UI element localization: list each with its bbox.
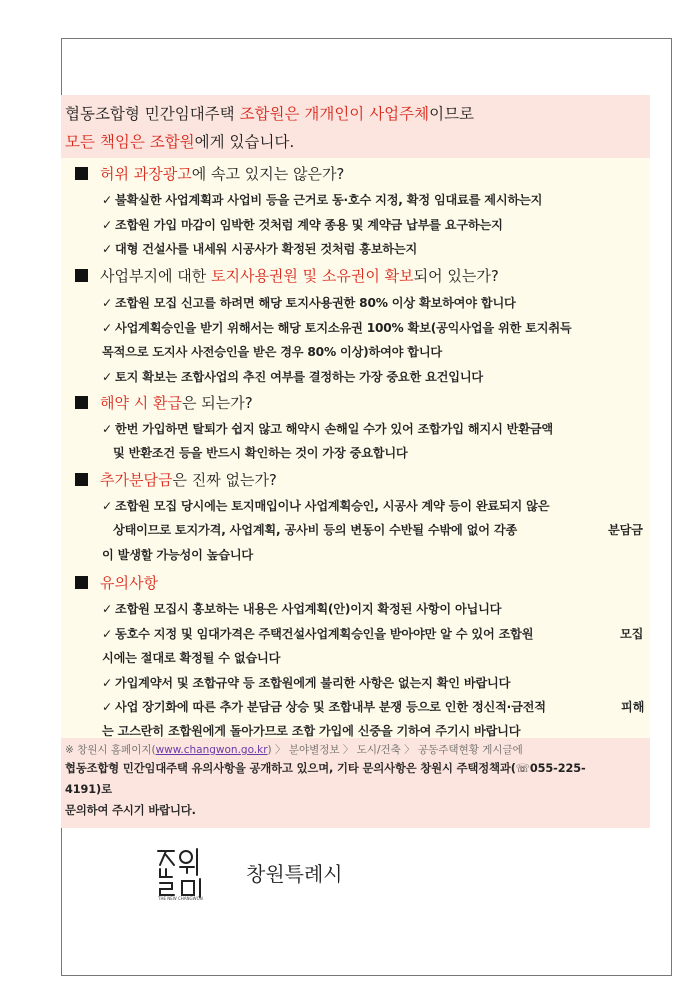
notice-header: [61, 95, 650, 158]
check-icon: ✓: [102, 370, 113, 384]
checklist-item: [102, 600, 501, 617]
contact-footer: [61, 738, 650, 828]
section-text: 에 속고 있지는 않은가?: [191, 165, 345, 183]
check-icon: ✓: [102, 602, 113, 616]
check-icon: ✓: [102, 242, 113, 256]
square-bullet-icon: [75, 473, 88, 486]
footer-contact-line: 협동조합형 민간임대주택 유의사항을 공개하고 있으며, 기타 문의사항은 창원시 주택정책과(☏055-225-: [65, 762, 586, 775]
square-bullet-icon: [75, 269, 88, 282]
homepage-link[interactable]: www.changwon.go.kr: [155, 744, 268, 756]
section-highlight: 해약 시 환급: [100, 394, 182, 412]
item-text: 조합원 모집 신고를 하려면 해당 토지사용권한 80% 이상 확보하여야 합니다: [115, 296, 516, 310]
section-heading-false-ads: [75, 163, 344, 184]
item-text: 모집: [620, 627, 644, 641]
checklist-item: [102, 674, 510, 691]
item-text: 사업 장기화에 따른 추가 분담금 상승 및 조합내부 분쟁 등으로 인한 정신적·금전적: [115, 700, 546, 714]
section-highlight: 토지사용권원 및 소유권이 확보: [210, 267, 414, 285]
item-text: 조합원 모집 당시에는 토지매입이나 사업계획승인, 시공사 계약 등이 완료되지 않은: [115, 499, 550, 513]
section-highlight: 허위 과장광고: [100, 165, 192, 183]
header-text: 이므로: [429, 105, 475, 123]
section-highlight: 추가분담금: [100, 471, 173, 489]
header-highlight: 모든 책임은 조합원: [65, 133, 195, 151]
item-text: 한번 가입하면 탈퇴가 쉽지 않고 해약시 손해일 수가 있어 조합가입 해지시 반환금액: [115, 422, 553, 436]
checklist-item: [102, 191, 542, 208]
section-heading-extra-charges: [75, 469, 277, 490]
footer-contact-line: 문의하여 주시기 바랍니다.: [65, 804, 196, 817]
checklist-item-continued: [102, 343, 442, 360]
item-text: 동호수 지정 및 임대가격은 주택건설사업계획승인을 받아야만 알 수 있어 조합원: [115, 627, 534, 641]
checklist-item-continued: [621, 698, 644, 715]
item-text: 불확실한 사업계획과 사업비 등을 근거로 동·호수 지정, 확정 임대료를 제시하는지: [115, 193, 543, 207]
checklist-item-continued: [113, 521, 517, 538]
check-icon: ✓: [102, 422, 113, 436]
section-text: 은 되는가?: [182, 394, 253, 412]
footer-text: ) 〉 분야별정보 〉 도시/건축 〉 공동주택현황 게시글에: [267, 744, 523, 756]
changwon-logo-icon: [152, 845, 212, 901]
check-icon: ✓: [102, 193, 113, 207]
section-heading-land-rights: [75, 265, 499, 286]
header-line-2: [65, 128, 650, 156]
item-text: 조합원 모집시 홍보하는 내용은 사업계획(안)이지 확정된 사항이 아닙니다: [115, 602, 502, 616]
header-text: 협동조합형 민간임대주택: [65, 105, 240, 123]
square-bullet-icon: [75, 576, 88, 589]
checklist-item: [102, 294, 516, 311]
svg-text:THE NEW CHANGWON: THE NEW CHANGWON: [158, 896, 203, 901]
footer-contact-line: 4191)로: [65, 783, 112, 796]
checklist-item-continued: [102, 649, 280, 666]
item-text: 목적으로 도지사 사전승인을 받은 경우 80% 이상)하여야 합니다: [102, 345, 442, 359]
checklist-item: [102, 216, 503, 233]
item-text: 대형 건설사를 내세워 시공사가 확정된 것처럼 홍보하는지: [115, 242, 418, 256]
footer-text: ※ 창원시 홈페이지(: [65, 744, 156, 756]
homepage-path: [65, 742, 650, 758]
section-heading-refund: [75, 392, 253, 413]
item-text: 시에는 절대로 확정될 수 없습니다: [102, 651, 281, 665]
checklist-item-continued: [102, 546, 253, 563]
section-highlight: 유의사항: [100, 574, 158, 592]
checklist-item-continued: [608, 521, 643, 538]
checklist-item: [102, 240, 417, 257]
square-bullet-icon: [75, 396, 88, 409]
item-text: 분담금: [608, 523, 643, 537]
item-text: 피해: [621, 700, 645, 714]
checklist-item-continued: [113, 444, 407, 461]
section-text: 되어 있는가?: [413, 267, 499, 285]
header-line-1: [65, 100, 650, 128]
checklist-item: [102, 698, 546, 715]
check-icon: ✓: [102, 321, 113, 335]
checklist-item: [102, 497, 549, 514]
checklist-item: [102, 625, 533, 642]
section-text: 사업부지에 대한: [100, 267, 211, 285]
section-heading-precautions: [75, 572, 158, 593]
city-name: 창원특례시: [246, 862, 343, 886]
checklist-item-continued: [102, 722, 520, 739]
checklist-item: [102, 420, 553, 437]
checklist-item: [102, 319, 572, 336]
check-icon: ✓: [102, 627, 113, 641]
item-text: 이 발생할 가능성이 높습니다: [102, 548, 254, 562]
item-text: 토지 확보는 조합사업의 추진 여부를 결정하는 가장 중요한 요건입니다: [115, 370, 483, 384]
checklist-item: [102, 368, 483, 385]
check-icon: ✓: [102, 499, 113, 513]
checklist-item-continued: [620, 625, 643, 642]
item-text: 는 고스란히 조합원에게 돌아가므로 조합 가입에 신중을 기하여 주기시 바랍니다: [102, 724, 521, 738]
item-text: 가입계약서 및 조합규약 등 조합원에게 불리한 사항은 없는지 확인 바랍니다: [115, 676, 511, 690]
check-icon: ✓: [102, 700, 113, 714]
item-text: 조합원 가입 마감이 임박한 것처럼 계약 종용 및 계약금 납부를 요구하는지: [115, 218, 503, 232]
check-icon: ✓: [102, 218, 113, 232]
square-bullet-icon: [75, 167, 88, 180]
item-text: 상태이므로 토지가격, 사업계획, 공사비 등의 변동이 수반될 수밖에 없어 각종: [113, 523, 518, 537]
item-text: 및 반환조건 등을 반드시 확인하는 것이 가장 중요합니다: [113, 446, 408, 460]
check-icon: ✓: [102, 676, 113, 690]
check-icon: ✓: [102, 296, 113, 310]
item-text: 사업계획승인을 받기 위해서는 해당 토지소유권 100% 확보(공익사업을 위한 토지취득: [115, 321, 572, 335]
header-highlight: 조합원은 개개인이 사업주체: [239, 105, 430, 123]
section-text: 은 진짜 없는가?: [172, 471, 277, 489]
header-text: 에게 있습니다.: [194, 133, 295, 151]
